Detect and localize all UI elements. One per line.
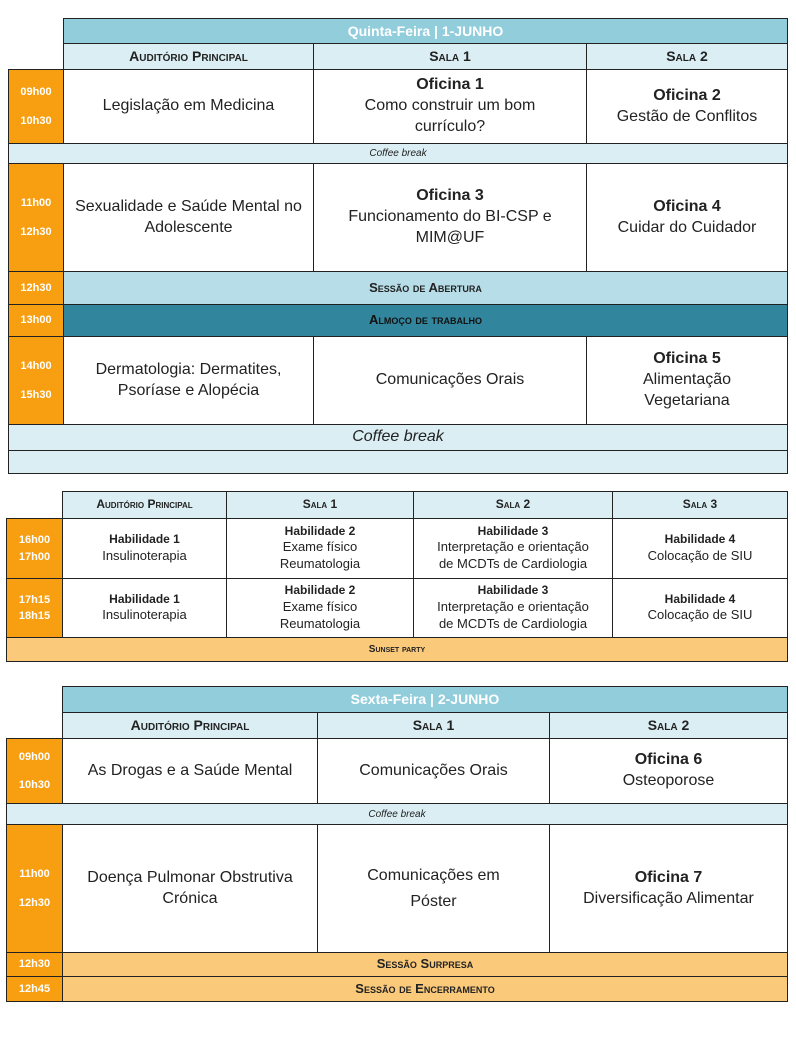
time-slot: 12h30 — [8, 271, 64, 305]
session-cell: Comunicações em Póster — [317, 824, 550, 953]
time-slot: 09h00 10h30 — [8, 69, 64, 144]
session-cell: Dermatologia: Dermatites, Psoríase e Alopécia — [63, 336, 314, 425]
skill-cell: Habilidade 2 Exame físico Reumatologia — [226, 578, 414, 638]
session-cell: Comunicações Orais — [313, 336, 587, 425]
workshop-cell: Oficina 7 Diversificação Alimentar — [549, 824, 788, 953]
skill-cell: Habilidade 1 Insulinoterapia — [62, 578, 227, 638]
time-slot: 13h00 — [8, 304, 64, 337]
session-cell: Doença Pulmonar Obstrutiva Crónica — [62, 824, 318, 953]
session-cell: As Drogas e a Saúde Mental — [62, 738, 318, 804]
skill-cell: Habilidade 4 Colocação de SIU — [612, 578, 788, 638]
skill-cell: Habilidade 4 Colocação de SIU — [612, 518, 788, 579]
column-header-auditorio: Auditório Principal — [62, 491, 227, 519]
time-slot: 12h30 — [6, 952, 63, 977]
coffee-break-row: Coffee break — [6, 803, 788, 825]
column-header-sala2: Sala 2 — [586, 43, 788, 70]
column-header-sala1: Sala 1 — [313, 43, 587, 70]
workshop-cell: Oficina 1 Como construir um bom currículo? — [313, 69, 587, 144]
time-slot: 17h15 18h15 — [6, 578, 63, 638]
session-cell: Comunicações Orais — [317, 738, 550, 804]
empty-row — [8, 450, 788, 474]
session-cell: Sexualidade e Saúde Mental no Adolescente — [63, 163, 314, 272]
coffee-break-row: Coffee break — [8, 424, 788, 451]
column-header-sala1: Sala 1 — [317, 712, 550, 739]
time-slot: 14h00 15h30 — [8, 336, 64, 425]
column-header-sala2: Sala 2 — [549, 712, 788, 739]
column-header-auditorio: Auditório Principal — [62, 712, 318, 739]
workshop-cell: Oficina 5 Alimentação Vegetariana — [586, 336, 788, 425]
workshop-cell: Oficina 3 Funcionamento do BI-CSP e MIM@UF — [313, 163, 587, 272]
column-header-auditorio: Auditório Principal — [63, 43, 314, 70]
column-header-sala3: Sala 3 — [612, 491, 788, 519]
column-header-sala2: Sala 2 — [413, 491, 613, 519]
time-slot: 11h00 12h30 — [8, 163, 64, 272]
day2-title: Sexta-Feira | 2-JUNHO — [62, 686, 788, 713]
opening-session-row: Sessão de Abertura — [63, 271, 788, 305]
day1-title: Quinta-Feira | 1-JUNHO — [63, 18, 788, 44]
skill-cell: Habilidade 2 Exame físico Reumatologia — [226, 518, 414, 579]
time-slot: 09h00 10h30 — [6, 738, 63, 804]
workshop-cell: Oficina 2 Gestão de Conflitos — [586, 69, 788, 144]
workshop-cell: Oficina 6 Osteoporose — [549, 738, 788, 804]
time-slot: 11h00 12h30 — [6, 824, 63, 953]
skill-cell: Habilidade 3 Interpretação e orientação de MCDTs de Cardiologia — [413, 518, 613, 579]
surprise-session-row: Sessão Surpresa — [62, 952, 788, 977]
closing-session-row: Sessão de Encerramento — [62, 976, 788, 1002]
skill-cell: Habilidade 1 Insulinoterapia — [62, 518, 227, 579]
skill-cell: Habilidade 3 Interpretação e orientação de MCDTs de Cardiologia — [413, 578, 613, 638]
sunset-party-row: Sunset party — [6, 637, 788, 662]
column-header-sala1: Sala 1 — [226, 491, 414, 519]
time-slot: 12h45 — [6, 976, 63, 1002]
session-cell: Legislação em Medicina — [63, 69, 314, 144]
workshop-cell: Oficina 4 Cuidar do Cuidador — [586, 163, 788, 272]
time-slot: 16h00 17h00 — [6, 518, 63, 579]
lunch-row: Almoço de trabalho — [63, 304, 788, 337]
coffee-break-row: Coffee break — [8, 143, 788, 164]
